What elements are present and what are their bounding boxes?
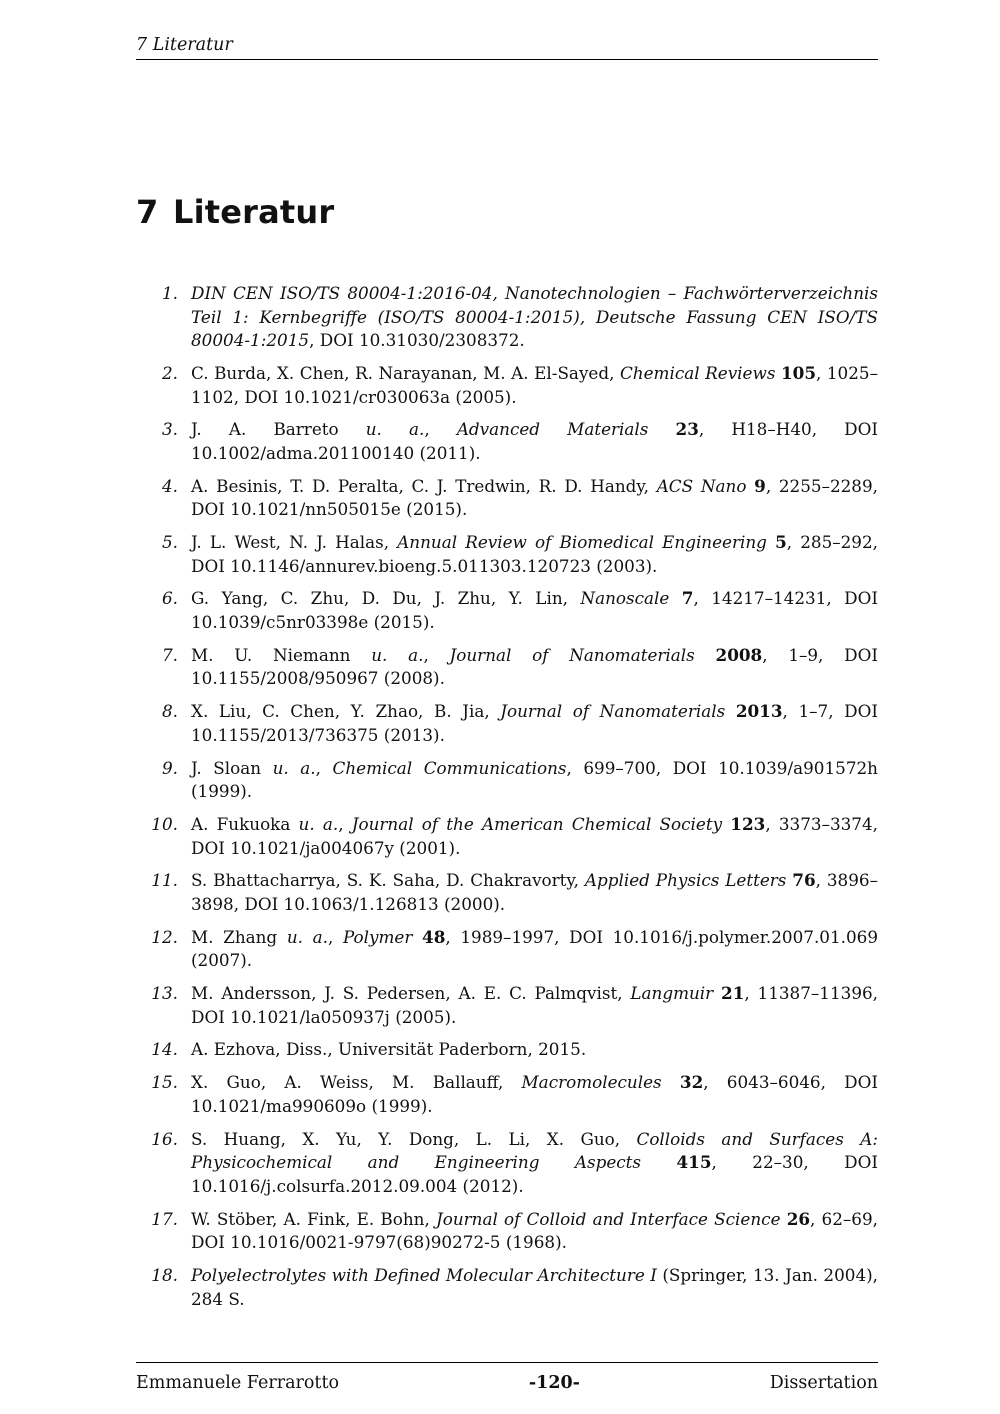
reference-text	[191, 531, 878, 578]
reference-italic-segment: ACS Nano	[656, 475, 747, 496]
reference-item	[136, 362, 878, 409]
reference-segment	[713, 983, 721, 1003]
reference-text	[191, 757, 878, 804]
reference-segment	[669, 588, 681, 608]
reference-number: 11.	[151, 870, 178, 891]
running-header	[136, 34, 878, 60]
reference-volume: 7	[681, 588, 694, 609]
reference-italic-segment: Annual Review of Biomedical Engineering	[397, 532, 767, 553]
reference-italic-segment: Polymer	[342, 926, 413, 947]
running-header-title: 7 Literatur	[136, 35, 233, 55]
reference-italic-segment: Journal of Nanomaterials	[449, 644, 695, 665]
reference-item	[136, 1128, 878, 1199]
reference-item	[136, 1038, 878, 1062]
reference-italic-segment: Journal of Nanomaterials	[500, 701, 726, 722]
reference-number: 6.	[161, 588, 178, 609]
reference-volume: 2013	[735, 701, 783, 722]
reference-text	[191, 644, 878, 691]
reference-text	[191, 282, 878, 353]
reference-segment: J. A. Barreto	[191, 419, 366, 440]
reference-text	[191, 1208, 878, 1255]
reference-text	[191, 475, 878, 522]
reference-segment	[725, 701, 736, 721]
reference-volume: 415	[676, 1152, 712, 1173]
reference-item	[136, 1208, 878, 1255]
reference-number: 14.	[151, 1039, 178, 1060]
reference-number: 18.	[151, 1264, 178, 1285]
reference-text	[191, 700, 878, 747]
reference-italic-segment: Applied Physics Letters	[584, 870, 787, 891]
reference-number: 7.	[161, 644, 178, 665]
reference-italic-segment: u. a.	[371, 644, 424, 665]
reference-number: 12.	[151, 926, 178, 947]
reference-segment: C. Burda, X. Chen, R. Narayanan, M. A. El-Sayed,	[191, 362, 620, 383]
reference-text	[191, 587, 878, 634]
reference-segment: J. L. West, N. J. Halas,	[191, 532, 398, 553]
reference-italic-segment: Polyelectrolytes with Defined Molecular Architecture I	[191, 1264, 657, 1285]
reference-volume: 48	[422, 926, 446, 947]
reference-segment: A. Ezhova, Diss., Universität Paderborn, 2015.	[191, 1039, 587, 1060]
reference-volume: 5	[775, 532, 787, 553]
reference-item	[136, 531, 878, 578]
reference-segment: M. Zhang	[191, 926, 287, 947]
reference-volume: 21	[721, 983, 745, 1004]
reference-segment	[662, 1072, 680, 1092]
reference-segment: S. Bhattacharrya, S. K. Saha, D. Chakravorty,	[191, 870, 585, 891]
reference-segment: (Springer, 13. Jan. 2004), 284 S.	[191, 1264, 879, 1309]
reference-segment: , H18–H40, DOI 10.1002/adma.201100140 (2011).	[191, 419, 879, 463]
reference-segment: S. Huang, X. Yu, Y. Dong, L. Li, X. Guo,	[191, 1128, 637, 1149]
reference-segment: , 699–700, DOI 10.1039/a901572h (1999).	[191, 757, 878, 802]
reference-segment: , 6043–6046, DOI 10.1021/ma990609o (1999).	[191, 1072, 879, 1116]
reference-segment: , 1–9, DOI 10.1155/2008/950967 (2008).	[191, 644, 878, 689]
reference-segment: , 1–7, DOI 10.1155/2013/736375 (2013).	[191, 701, 878, 745]
reference-segment: A. Fukuoka	[191, 813, 299, 834]
reference-text	[191, 1038, 878, 1062]
reference-segment: M. Andersson, J. S. Pedersen, A. E. C. Palmqvist,	[191, 983, 631, 1004]
reference-item	[136, 700, 878, 747]
reference-italic-segment: Journal of the American Chemical Society	[351, 813, 723, 834]
footer-author: Emmanuele Ferrarotto	[136, 1373, 340, 1393]
reference-volume: 2008	[715, 644, 763, 665]
reference-item	[136, 1071, 878, 1118]
reference-volume: 123	[730, 813, 766, 834]
reference-item	[136, 757, 878, 804]
reference-number: 1.	[161, 283, 178, 303]
reference-number: 4.	[161, 475, 178, 496]
reference-text	[191, 813, 878, 860]
reference-item	[136, 869, 878, 916]
reference-item	[136, 1264, 878, 1311]
reference-text	[191, 926, 878, 973]
reference-volume: 23	[675, 419, 699, 440]
page-footer	[136, 1362, 878, 1394]
reference-item	[136, 418, 878, 465]
reference-segment: A. Besinis, T. D. Peralta, C. J. Tredwin, R. D. Handy,	[191, 475, 657, 496]
reference-item	[136, 282, 878, 353]
reference-text	[191, 362, 878, 409]
reference-segment: , 3896–3898, DOI 10.1063/1.126813 (2000).	[191, 870, 878, 914]
reference-text	[191, 1071, 878, 1118]
reference-segment	[767, 532, 775, 552]
reference-italic-segment: Colloids and Surfaces A: Physicochemical and Engineering Aspects	[191, 1128, 878, 1173]
reference-number: 8.	[161, 701, 178, 722]
reference-number: 15.	[151, 1072, 178, 1093]
reference-text	[191, 982, 878, 1029]
reference-segment: J. Sloan	[191, 757, 273, 778]
reference-segment	[412, 927, 422, 947]
reference-italic-segment: u. a.	[365, 419, 425, 440]
reference-segment: ,	[424, 419, 457, 440]
reference-item	[136, 982, 878, 1029]
reference-segment: X. Liu, C. Chen, Y. Zhao, B. Jia,	[191, 701, 501, 722]
reference-text	[191, 418, 878, 465]
reference-segment	[746, 476, 754, 496]
reference-segment	[648, 419, 675, 439]
reference-italic-segment: Macromolecules	[521, 1072, 662, 1093]
reference-item	[136, 813, 878, 860]
reference-number: 17.	[151, 1208, 178, 1229]
reference-volume: 9	[754, 475, 766, 496]
reference-segment: , DOI 10.31030/2308372.	[309, 330, 525, 351]
reference-italic-segment: Nanoscale	[580, 588, 670, 609]
reference-segment: , 285–292, DOI 10.1146/annurev.bioeng.5.011303.120723 (2003).	[191, 532, 878, 576]
reference-italic-segment: Journal of Colloid and Interface Science	[436, 1208, 781, 1229]
reference-italic-segment: Chemical Communications	[332, 757, 567, 778]
reference-segment: ,	[315, 757, 333, 778]
chapter-number: 7	[136, 193, 159, 231]
reference-italic-segment: Advanced Materials	[456, 419, 649, 440]
reference-segment	[695, 645, 716, 665]
reference-item	[136, 475, 878, 522]
footer-page-number: -120-	[528, 1373, 580, 1393]
reference-segment: , 2255–2289, DOI 10.1021/nn505015e (2015).	[191, 475, 878, 520]
reference-number: 5.	[161, 532, 178, 553]
reference-item	[136, 644, 878, 691]
reference-text	[191, 1264, 878, 1311]
reference-segment: , 62–69, DOI 10.1016/0021-9797(68)90272-5 (1968).	[191, 1208, 878, 1253]
reference-segment: ,	[327, 926, 343, 947]
reference-italic-segment: DIN CEN ISO/TS 80004-1:2016-04, Nanotechnologien – Fachwörterverzeichnis Teil 1: Kernbegriffe (ISO/TS 80004-1:2015), Deutsche Fassung CEN ISO/TS 80004-1:2015	[191, 283, 878, 351]
reference-segment	[641, 1152, 676, 1172]
reference-list	[136, 282, 878, 1320]
reference-segment: ,	[338, 813, 352, 834]
reference-text	[191, 869, 878, 916]
reference-italic-segment: u. a.	[272, 757, 316, 778]
chapter-title-text: Literatur	[173, 193, 335, 231]
reference-italic-segment: Chemical Reviews	[619, 362, 776, 383]
reference-segment: , 11387–11396, DOI 10.1021/la050937j (2005).	[191, 983, 879, 1027]
reference-number: 16.	[151, 1128, 178, 1149]
reference-segment: M. U. Niemann	[191, 644, 372, 665]
reference-volume: 76	[792, 870, 816, 891]
reference-text	[191, 1128, 878, 1199]
reference-italic-segment: u. a.	[298, 813, 339, 834]
reference-segment: , 1025–1102, DOI 10.1021/cr030063a (2005).	[191, 362, 878, 407]
reference-segment: X. Guo, A. Weiss, M. Ballauff,	[191, 1072, 522, 1093]
reference-item	[136, 926, 878, 973]
reference-segment: , 22–30, DOI 10.1016/j.colsurfa.2012.09.004 (2012).	[191, 1152, 878, 1196]
footer-doc-type: Dissertation	[769, 1373, 878, 1393]
reference-segment: , 1989–1997, DOI 10.1016/j.polymer.2007.01.069 (2007).	[191, 926, 878, 971]
chapter-title	[136, 190, 334, 234]
reference-italic-segment: u. a.	[286, 926, 328, 947]
reference-segment: G. Yang, C. Zhu, D. Du, J. Zhu, Y. Lin,	[191, 588, 581, 609]
reference-segment: ,	[423, 644, 450, 665]
reference-volume: 105	[780, 362, 817, 383]
reference-number: 10.	[151, 813, 178, 834]
reference-volume: 26	[786, 1208, 811, 1229]
reference-segment: , 3373–3374, DOI 10.1021/ja004067y (2001).	[191, 813, 878, 858]
reference-number: 9.	[161, 757, 178, 778]
reference-number: 3.	[161, 419, 178, 440]
reference-segment: , 14217–14231, DOI 10.1039/c5nr03398e (2015).	[191, 588, 878, 633]
reference-number: 13.	[151, 983, 178, 1004]
reference-italic-segment: Langmuir	[630, 983, 714, 1004]
reference-number: 2.	[161, 362, 178, 383]
reference-segment: W. Stöber, A. Fink, E. Bohn,	[191, 1208, 436, 1229]
reference-item	[136, 587, 878, 634]
reference-volume: 32	[679, 1072, 704, 1093]
